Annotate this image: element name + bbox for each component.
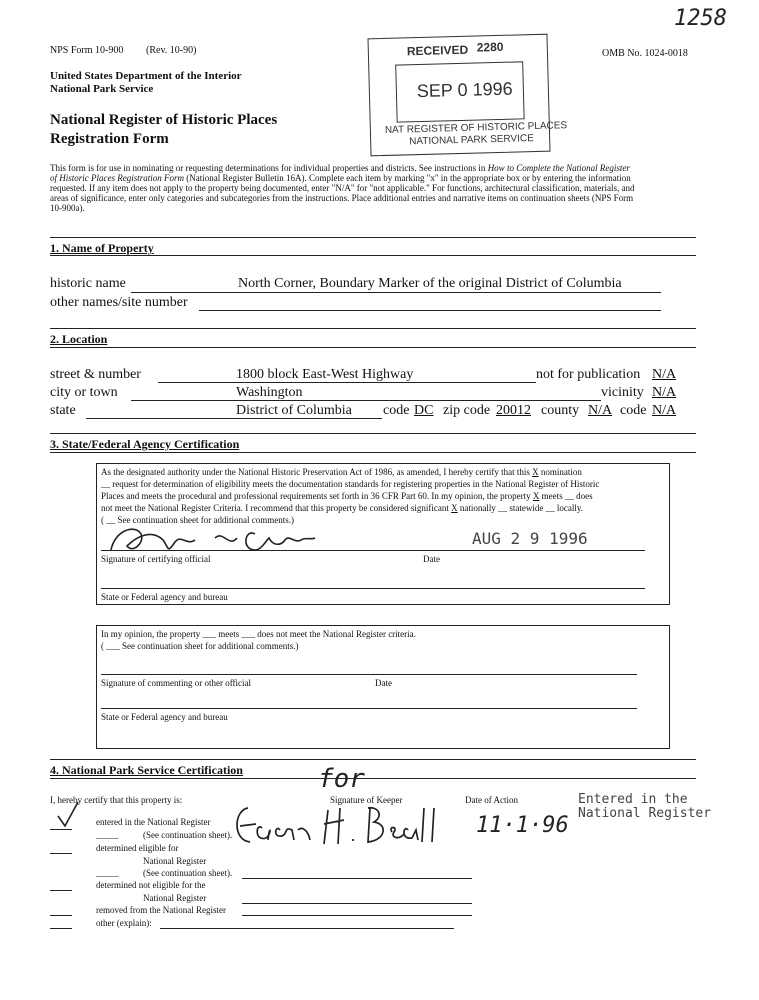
state-certification-box	[96, 463, 670, 605]
stamp-line2: NATIONAL PARK SERVICE	[409, 133, 534, 148]
item-not-eligible-line2: National Register	[143, 893, 207, 903]
instructions: This form is for use in nominating or requesting determinations for individual properties and districts. See instructions in How to Complete the National Register of Historic Places Registration Form (National Register Bulletin 16A). Complete each item by marking "x" in the appropriate box or by entering the information requested. If any item does not apply to the property being documented, enter "N/A" for "not applicable." For functions, architectural classification, materials, and areas of significance, enter only categories and subcategories from the instructions. Place additional entries and narrative items on continuation sheets (NPS Form 10-900a).	[50, 163, 635, 213]
cert-line2: __ request for determination of eligibility meets the documentation standards for registering properties in the National Register of Historic	[101, 479, 600, 489]
section3-heading: 3. State/Federal Agency Certification	[50, 437, 240, 451]
opinion-line2: ( ___ See continuation sheet for additional comments.)	[101, 641, 299, 651]
form-revision: (Rev. 10-90)	[146, 45, 197, 56]
keeper-signature-image	[228, 800, 448, 850]
signature-label: Signature of certifying official	[101, 554, 211, 564]
vicinity-label: vicinity	[601, 385, 644, 400]
handwritten-for: for	[318, 764, 365, 794]
section1-heading: 1. Name of Property	[50, 241, 154, 255]
stamp-line1: NAT REGISTER OF HISTORIC PLACES	[384, 120, 568, 136]
item-removed: removed from the National Register	[96, 905, 226, 915]
zip-value: 20012	[496, 403, 531, 418]
cert-line1: As the designated authority under the National Historic Preservation Act of 1986, as amended, I hereby certify that this X nomination	[101, 467, 582, 477]
date-label: Date	[423, 554, 440, 564]
comment-signature-label: Signature of commenting or other official	[101, 678, 252, 688]
item-eligible-line3-prefix: _____	[96, 868, 119, 878]
city-label: city or town	[50, 385, 118, 400]
code2-label: code	[620, 403, 647, 418]
vicinity-value: N/A	[652, 385, 677, 400]
agency-label: State or Federal agency and bureau	[101, 592, 228, 602]
state-label: state	[50, 403, 76, 418]
city-value: Washington	[236, 385, 303, 400]
comment-agency-label: State or Federal agency and bureau	[101, 712, 228, 722]
stamp-received-label: RECEIVED	[406, 42, 469, 59]
code-label: code	[383, 403, 410, 418]
item-entered-line1: entered in the National Register	[96, 817, 211, 827]
cert-line4: not meet the National Register Criteria. I recommend that this property be considered significant X nationally __ statewide __ locally.	[101, 503, 584, 513]
stamp-date: SEP 0 1996	[416, 78, 513, 102]
item-eligible-line1: determined eligible for	[96, 843, 179, 853]
cert-line3: Places and meets the procedural and professional requirements set forth in 36 CFR Part 60. In my opinion, the property X meets __ does	[101, 491, 593, 501]
form-title-line1: National Register of Historic Places	[50, 112, 278, 128]
received-stamp	[367, 34, 568, 157]
street-value: 1800 block East-West Highway	[236, 367, 414, 382]
state-value: District of Columbia	[236, 403, 352, 418]
form-number: NPS Form 10-900	[50, 45, 124, 56]
item-not-eligible-line1: determined not eligible for the	[96, 880, 206, 890]
certify-text: I, hereby certify that this property is:	[50, 795, 183, 805]
comment-date-label: Date	[375, 678, 392, 688]
item-eligible-line3: (See continuation sheet).	[143, 868, 233, 878]
item-other: other (explain):	[96, 918, 152, 928]
opinion-box	[96, 625, 670, 749]
department: United States Department of the Interior	[50, 70, 242, 82]
section4-heading: 4. National Park Service Certification	[50, 763, 243, 777]
cert-line5: ( __ See continuation sheet for additional comments.)	[101, 515, 294, 525]
other-names-label: other names/site number	[50, 295, 188, 310]
section2-heading: 2. Location	[50, 332, 108, 346]
item-entered-line2-prefix: _____	[96, 830, 119, 840]
zip-label: zip code	[443, 403, 491, 418]
not-for-pub-value: N/A	[652, 367, 677, 382]
checkmark-icon	[56, 800, 80, 830]
handwritten-number: 1258	[674, 6, 727, 31]
code-value: DC	[414, 403, 434, 418]
historic-name-value: North Corner, Boundary Marker of the original District of Columbia	[238, 276, 622, 291]
form-title-line2: Registration Form	[50, 131, 169, 147]
omb-number: OMB No. 1024-0018	[602, 48, 688, 59]
county-value: N/A	[588, 403, 613, 418]
action-label: Date of Action	[465, 795, 518, 805]
item-eligible-line2: National Register	[143, 856, 207, 866]
opinion-line1: In my opinion, the property ___ meets ___ does not meet the National Register criteria.	[101, 629, 416, 639]
keeper-label: Signature of Keeper	[330, 795, 403, 805]
stamp-inner-box	[395, 61, 524, 122]
stamp-received-number: 2280	[476, 39, 504, 55]
entered-stamp-line1: Entered in the	[578, 792, 688, 807]
entered-stamp-line2: National Register	[578, 806, 712, 821]
code2-value: N/A	[652, 403, 677, 418]
handwritten-action-date: 11·1·96	[476, 813, 569, 838]
certification-date: AUG 2 9 1996	[472, 529, 588, 548]
historic-name-label: historic name	[50, 276, 126, 291]
county-label: county	[541, 403, 580, 418]
item-entered-line2: (See continuation sheet).	[143, 830, 233, 840]
not-for-pub-label: not for publication	[536, 367, 641, 382]
street-label: street & number	[50, 367, 141, 382]
service: National Park Service	[50, 83, 154, 95]
